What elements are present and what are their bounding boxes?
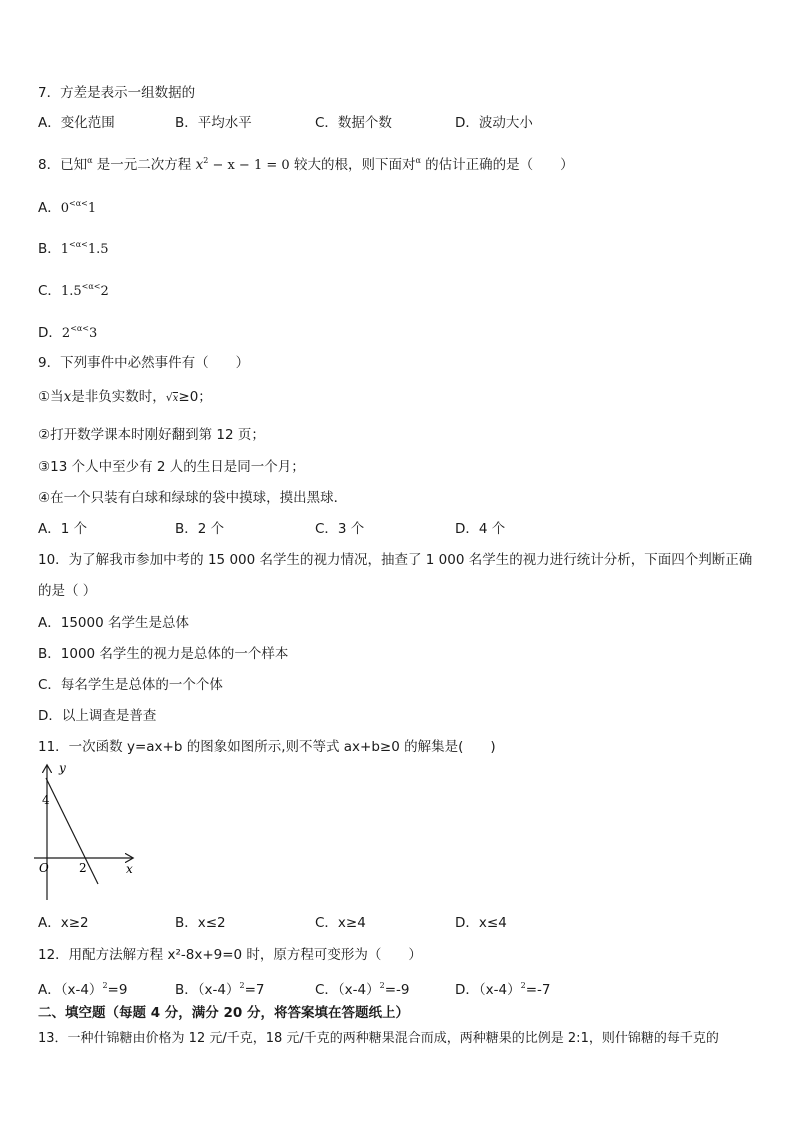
q11-option-b: B．x≤2	[175, 915, 226, 931]
q8-alpha-2: α	[415, 156, 421, 165]
q8-option-b-letter: B．	[38, 241, 61, 257]
q8-option-b-rel1: <	[69, 240, 76, 249]
q8-eq-exp: 2	[203, 156, 209, 165]
q11-option-c: C．x≥4	[315, 915, 366, 931]
q9-option-a: A．1 个	[38, 521, 88, 537]
q8-option-d	[38, 320, 97, 343]
q12-option-d	[455, 977, 550, 999]
q11-option-d: D．x≤4	[455, 915, 507, 931]
q9-sqrt-symbol: √x	[165, 391, 179, 404]
q12-option-b	[175, 977, 264, 999]
q12-option-a-base: A．（x-4）	[38, 982, 103, 998]
q12-option-d-base: D．（x-4）	[455, 982, 521, 998]
q8-option-a	[38, 195, 96, 218]
q8-option-d-letter: D．	[38, 325, 62, 341]
q7-option-a: A．变化范围	[38, 115, 115, 131]
q11-y-intercept-label: 4	[42, 793, 50, 807]
q12-option-a	[38, 977, 127, 999]
q11-x-intercept-label: 2	[79, 861, 87, 875]
q12-option-a-rest: =9	[107, 982, 128, 998]
q12-option-b-exp: 2	[239, 981, 245, 990]
q7-stem: 7．方差是表示一组数据的	[38, 85, 196, 101]
q8-option-b-right: 1.5	[87, 242, 109, 257]
q9-item1-b: 是非负实数时，	[71, 389, 166, 405]
q10-option-c: C．每名学生是总体的一个个体	[38, 677, 223, 693]
q8-option-a-right: 1	[87, 201, 97, 216]
q9-item-1	[38, 388, 212, 408]
q9-item-2: ②打开数学课本时刚好翻到第 12 页；	[38, 427, 265, 443]
q7-option-b: B．平均水平	[175, 115, 252, 131]
q12-option-a-exp: 2	[102, 981, 108, 990]
q10-option-b: B．1000 名学生的视力是总体的一个样本	[38, 646, 289, 662]
q7-option-c: C．数据个数	[315, 115, 392, 131]
q8-option-c-var: α	[88, 282, 94, 291]
q8-option-c-rel2: <	[93, 282, 101, 291]
q12-stem: 12．用配方法解方程 x²-8x+9=0 时，原方程可变形为（ ）	[38, 947, 422, 963]
q8-option-b-rel2: <	[81, 240, 88, 249]
q8-option-d-left: 2	[61, 326, 71, 341]
q8-option-d-rel1: <	[70, 324, 77, 333]
q8-eq-rest: − x − 1 = 0	[208, 158, 290, 173]
q10-stem-line1: 10．为了解我市参加中考的 15 000 名学生的视力情况，抽查了 1 000 名学生的视力进行统计分析，下面四个判断正确	[38, 552, 753, 568]
q9-item1-a: ①当	[38, 389, 64, 405]
q13-stem: 13．一种什锦糖由价格为 12 元/千克，18 元/千克的两种糖果混合而成，两种糖果的比例是 2:1，则什锦糖的每千克的	[38, 1031, 719, 1046]
q11-y-label: y	[59, 761, 66, 775]
q9-item1-x: x	[63, 389, 72, 405]
q8-option-c-left: 1.5	[60, 284, 82, 299]
q12-option-b-rest: =7	[244, 982, 265, 998]
q8-option-a-left: 0	[60, 201, 70, 216]
q10-option-d: D．以上调查是普查	[38, 708, 157, 724]
q9-option-b: B．2 个	[175, 521, 225, 537]
q12-option-c-exp: 2	[379, 981, 385, 990]
q9-stem: 9．下列事件中必然事件有（ ）	[38, 355, 250, 371]
q8-stem-mid: 是一元二次方程	[92, 157, 196, 173]
q9-option-c: C．3 个	[315, 521, 365, 537]
q8-option-b-var: α	[75, 240, 82, 249]
q7-option-d: D．波动大小	[455, 115, 533, 131]
q12-option-d-exp: 2	[520, 981, 526, 990]
q8-option-b-left: 1	[60, 242, 70, 257]
q12-option-d-rest: =-7	[525, 982, 551, 998]
q9-sqrt-radicand: x	[172, 393, 179, 404]
q9-item-3: ③13 个人中至少有 2 人的生日是同一个月；	[38, 459, 305, 475]
q8-eq-x: x	[195, 157, 204, 173]
q8-option-c-rel1: <	[81, 282, 89, 291]
q11-option-a: A．x≥2	[38, 915, 89, 931]
q9-item1-c: ≥0；	[178, 389, 212, 405]
q8-alpha: α	[87, 156, 93, 165]
q12-option-c-base: C．（x-4）	[315, 982, 380, 998]
q8-option-a-var: α	[75, 199, 82, 208]
q8-stem	[38, 152, 574, 175]
q9-option-d: D．4 个	[455, 521, 506, 537]
q8-option-c	[38, 278, 109, 301]
q12-option-c-rest: =-9	[384, 982, 410, 998]
q8-option-d-var: α	[76, 324, 83, 333]
q8-option-a-rel1: <	[69, 199, 76, 208]
q8-option-d-rel2: <	[82, 324, 89, 333]
q8-stem-mid2: 较大的根，则下面对	[289, 157, 416, 173]
q11-x-label: x	[126, 862, 133, 876]
q8-option-d-right: 3	[89, 326, 98, 341]
q10-stem-line2: 的是（ ）	[38, 583, 97, 599]
q11-origin-label: O	[39, 861, 49, 875]
q11-stem: 11．一次函数 y=ax+b 的图象如图所示,则不等式 ax+b≥0 的解集是( )	[38, 739, 496, 755]
q11-function-line	[46, 778, 98, 884]
q8-stem-suffix: 的估计正确的是（ ）	[420, 157, 574, 173]
q8-option-c-right: 2	[100, 284, 109, 299]
q8-option-b	[38, 236, 109, 259]
section-2-heading: 二、填空题（每题 4 分，满分 20 分，将答案填在答题纸上）	[38, 1005, 409, 1021]
q10-option-a: A．15000 名学生是总体	[38, 615, 189, 631]
q8-option-c-letter: C．	[38, 283, 61, 299]
q12-option-c	[315, 977, 410, 999]
q12-option-b-base: B．（x-4）	[175, 982, 240, 998]
q8-option-a-rel2: <	[81, 199, 88, 208]
q11-function-graph	[30, 760, 140, 910]
q8-stem-prefix: 8．已知	[38, 157, 88, 173]
q8-option-a-letter: A．	[38, 200, 61, 216]
q9-item-4: ④在一个只装有白球和绿球的袋中摸球，摸出黑球．	[38, 490, 348, 506]
